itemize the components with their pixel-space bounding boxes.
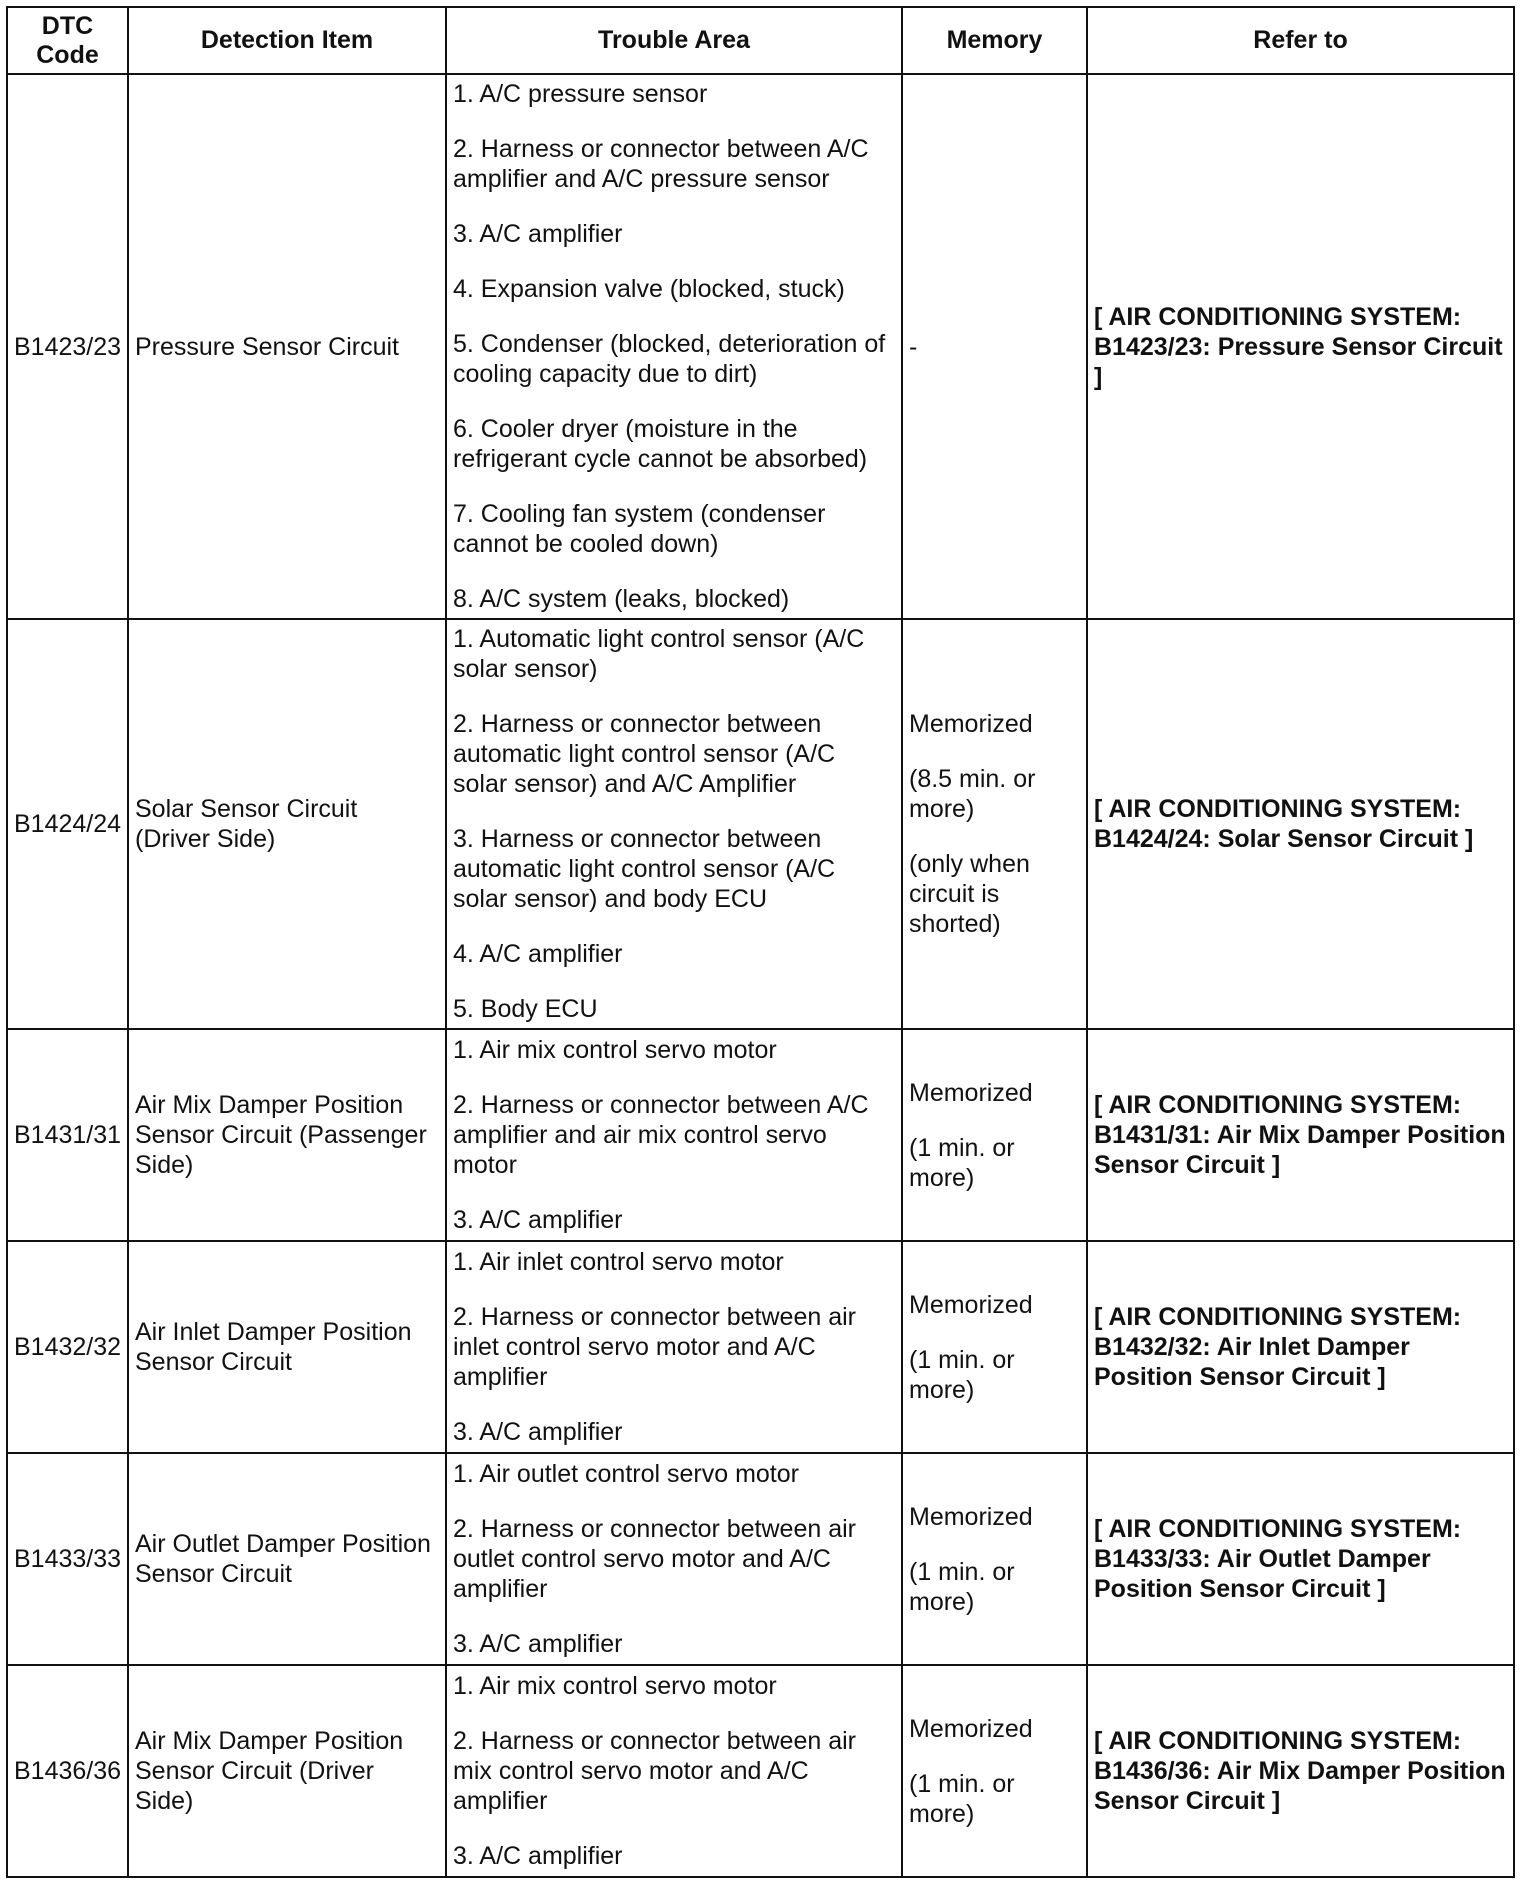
refer-to-link[interactable]: [ AIR CONDITIONING SYSTEM: B1431/31: Air Mix Damper Position Sensor Circuit ] bbox=[1087, 1029, 1514, 1241]
table-body bbox=[7, 74, 1514, 1877]
refer-to-link[interactable]: [ AIR CONDITIONING SYSTEM: B1432/32: Air Inlet Damper Position Sensor Circuit ] bbox=[1087, 1241, 1514, 1453]
table-row bbox=[7, 1029, 1514, 1241]
detection-item-cell: Air Inlet Damper Position Sensor Circuit bbox=[128, 1241, 446, 1453]
dtc-code-cell: B1423/23 bbox=[7, 74, 128, 619]
memory-cell bbox=[902, 1665, 1087, 1877]
refer-to-link[interactable]: [ AIR CONDITIONING SYSTEM: B1424/24: Solar Sensor Circuit ] bbox=[1087, 619, 1514, 1029]
trouble-item: 3. A/C amplifier bbox=[453, 1630, 623, 1658]
memory-line: (1 min. or more) bbox=[909, 1133, 1015, 1192]
memory-line: (1 min. or more) bbox=[909, 1769, 1015, 1828]
memory-cell bbox=[902, 1453, 1087, 1665]
trouble-item: 6. Cooler dryer (moisture in the refrigerant cycle cannot be absorbed) bbox=[453, 415, 868, 473]
trouble-item: 2. Harness or connector between automatic light control sensor (A/C solar sensor) and A/C Amplifier bbox=[453, 710, 836, 798]
trouble-item: 5. Condenser (blocked, deterioration of cooling capacity due to dirt) bbox=[453, 330, 886, 388]
trouble-item: 3. A/C amplifier bbox=[453, 1206, 623, 1234]
trouble-area-cell bbox=[446, 619, 902, 1029]
header-memory: Memory bbox=[902, 7, 1087, 74]
trouble-area-cell bbox=[446, 1453, 902, 1665]
table-row bbox=[7, 1453, 1514, 1665]
memory-line: (1 min. or more) bbox=[909, 1345, 1015, 1404]
table-row bbox=[7, 619, 1514, 1029]
memory-line: - bbox=[909, 332, 918, 361]
dtc-code-cell: B1432/32 bbox=[7, 1241, 128, 1453]
trouble-area-cell bbox=[446, 1029, 902, 1241]
trouble-item: 3. A/C amplifier bbox=[453, 220, 623, 248]
dtc-table bbox=[6, 6, 1515, 1878]
trouble-item: 3. A/C amplifier bbox=[453, 1418, 623, 1446]
detection-item-cell: Solar Sensor Circuit (Driver Side) bbox=[128, 619, 446, 1029]
trouble-item: 3. A/C amplifier bbox=[453, 1842, 623, 1870]
detection-item-cell: Pressure Sensor Circuit bbox=[128, 74, 446, 619]
table-row bbox=[7, 74, 1514, 619]
trouble-item: 8. A/C system (leaks, blocked) bbox=[453, 585, 790, 613]
header-dtc-code: DTC Code bbox=[7, 7, 128, 74]
trouble-item: 2. Harness or connector between air mix control servo motor and A/C amplifier bbox=[453, 1727, 856, 1815]
trouble-area-cell bbox=[446, 1241, 902, 1453]
header-row bbox=[7, 7, 1514, 74]
memory-line: Memorized bbox=[909, 1714, 1033, 1743]
memory-line: (only when circuit is shorted) bbox=[909, 850, 1030, 938]
memory-cell bbox=[902, 74, 1087, 619]
trouble-item: 3. Harness or connector between automatic light control sensor (A/C solar sensor) and body ECU bbox=[453, 825, 836, 913]
trouble-item: 2. Harness or connector between A/C amplifier and A/C pressure sensor bbox=[453, 135, 869, 193]
memory-cell bbox=[902, 1029, 1087, 1241]
memory-line: Memorized bbox=[909, 1078, 1033, 1107]
header-detection-item: Detection Item bbox=[128, 7, 446, 74]
memory-cell bbox=[902, 619, 1087, 1029]
header-trouble-area: Trouble Area bbox=[446, 7, 902, 74]
memory-line: Memorized bbox=[909, 1290, 1033, 1319]
table-row bbox=[7, 1241, 1514, 1453]
detection-item-cell: Air Mix Damper Position Sensor Circuit (Passenger Side) bbox=[128, 1029, 446, 1241]
detection-item-cell: Air Mix Damper Position Sensor Circuit (Driver Side) bbox=[128, 1665, 446, 1877]
refer-to-link[interactable]: [ AIR CONDITIONING SYSTEM: B1433/33: Air Outlet Damper Position Sensor Circuit ] bbox=[1087, 1453, 1514, 1665]
refer-to-link[interactable]: [ AIR CONDITIONING SYSTEM: B1436/36: Air Mix Damper Position Sensor Circuit ] bbox=[1087, 1665, 1514, 1877]
refer-to-link[interactable]: [ AIR CONDITIONING SYSTEM: B1423/23: Pressure Sensor Circuit ] bbox=[1087, 74, 1514, 619]
trouble-item: 1. A/C pressure sensor bbox=[453, 80, 708, 108]
detection-item-cell: Air Outlet Damper Position Sensor Circuit bbox=[128, 1453, 446, 1665]
memory-line: (1 min. or more) bbox=[909, 1557, 1015, 1616]
trouble-item: 2. Harness or connector between air outlet control servo motor and A/C amplifier bbox=[453, 1515, 856, 1603]
trouble-area-cell bbox=[446, 1665, 902, 1877]
memory-line: Memorized bbox=[909, 710, 1033, 738]
dtc-code-cell: B1424/24 bbox=[7, 619, 128, 1029]
trouble-item: 2. Harness or connector between A/C amplifier and air mix control servo motor bbox=[453, 1091, 869, 1179]
trouble-item: 1. Air mix control servo motor bbox=[453, 1672, 777, 1700]
trouble-item: 1. Air mix control servo motor bbox=[453, 1036, 777, 1064]
trouble-item: 1. Air inlet control servo motor bbox=[453, 1248, 784, 1276]
table-header bbox=[7, 7, 1514, 74]
memory-line: (8.5 min. or more) bbox=[909, 765, 1036, 823]
trouble-area-cell bbox=[446, 74, 902, 619]
trouble-item: 4. Expansion valve (blocked, stuck) bbox=[453, 275, 845, 303]
table-row bbox=[7, 1665, 1514, 1877]
dtc-code-cell: B1431/31 bbox=[7, 1029, 128, 1241]
trouble-item: 7. Cooling fan system (condenser cannot be cooled down) bbox=[453, 500, 826, 558]
header-refer-to: Refer to bbox=[1087, 7, 1514, 74]
trouble-item: 2. Harness or connector between air inlet control servo motor and A/C amplifier bbox=[453, 1303, 856, 1391]
trouble-item: 1. Automatic light control sensor (A/C solar sensor) bbox=[453, 625, 865, 683]
trouble-item: 4. A/C amplifier bbox=[453, 940, 623, 968]
memory-cell bbox=[902, 1241, 1087, 1453]
dtc-code-cell: B1436/36 bbox=[7, 1665, 128, 1877]
trouble-item: 1. Air outlet control servo motor bbox=[453, 1460, 799, 1488]
trouble-item: 5. Body ECU bbox=[453, 995, 598, 1023]
dtc-code-cell: B1433/33 bbox=[7, 1453, 128, 1665]
memory-line: Memorized bbox=[909, 1502, 1033, 1531]
